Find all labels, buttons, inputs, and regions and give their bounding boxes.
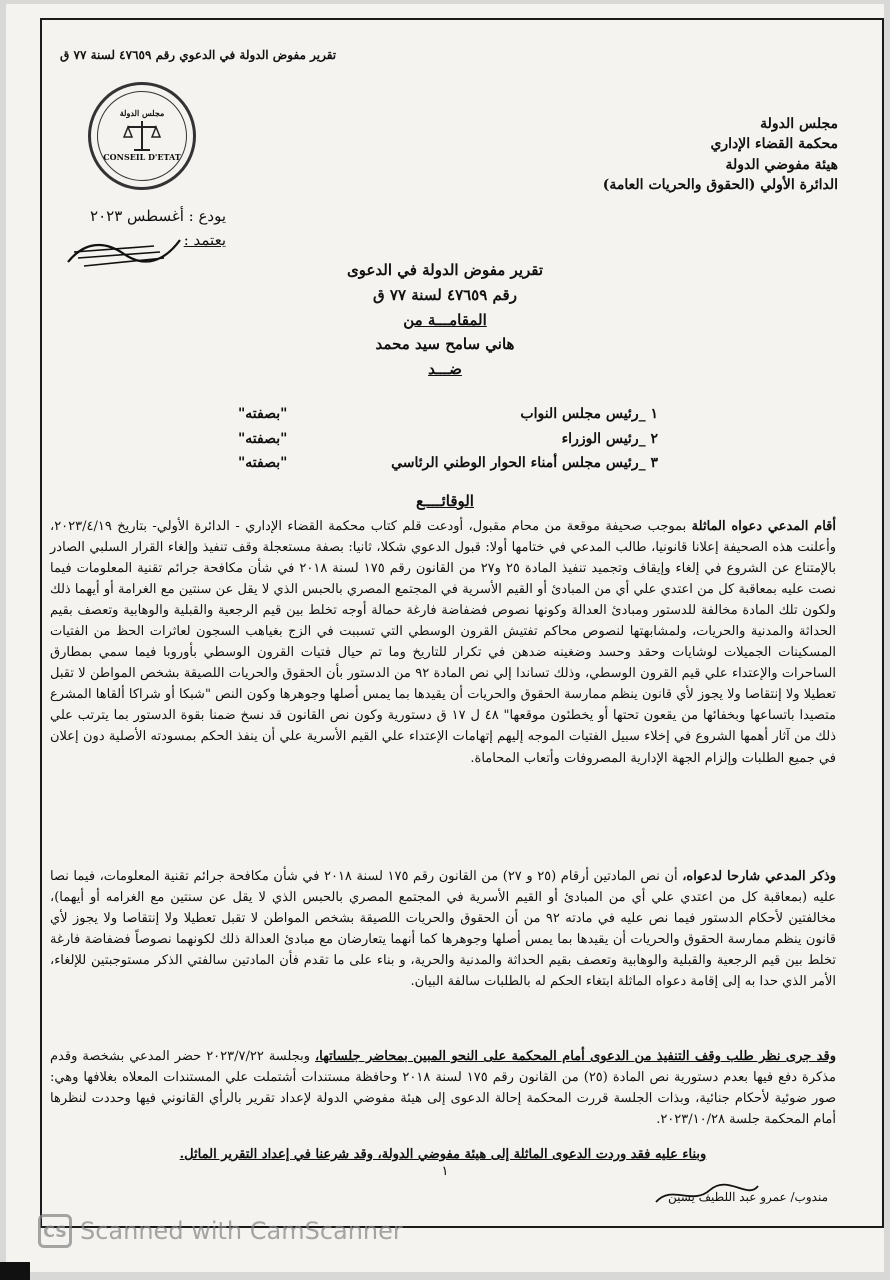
court-line-4: الدائرة الأولي (الحقوق والحريات العامة)	[602, 176, 838, 193]
defendant-capacity: "بصفته"	[238, 455, 288, 471]
scales-of-justice-icon	[122, 119, 162, 153]
paragraph-1-text: بموجب صحيفة موقعة من محام مقبول، أودعت قلم كتاب محكمة القضاء الإداري - الدائرة الأولي- بتاريخ ٢٠٢٣/٤/١٩، وأعلنت هذه الصحيفة إعلانا قانونيا، طالب المدعي في ختامها أولا: قبول الدعوي شكلا، ثانيا: بصفة مستعجلة وقف تنفيذ وإلغاء القرار السلبي الصادر بالإمتناع عن الشروع في إلغاء وإيقاف وتجميد تنفيذ المادة ٢٥ و٢٧ من القانون رقم ١٧٥ لسنة ٢٠١٨ في شأن مكافحة جرائم تقنية المعلومات فيما نصت عليه بمعاقبة كل من اعتدي علي أي من المبادئ أو القيم الأسرية في المجتمع المصري بالحبس الذي لا يقل عن سنتين مع الغرامة أو أيهما ذلك ولكون تلك المادة مخالفة للدستور ومبادئ العدالة وكونها نصوص فضفاضة فارغة حمالة أوجه تخلط بين قيم الرجعية والقبلية والوهابية وتعصف بقيم الحداثة والمدنية والحريات، ولمشابهتها لنصوص محاكم تفتيش القرون الوسطي التي تسببت في الزج بغياهب السجون لعاثرات الحظ من الفتيات المسكينات الجميلات لوشايات وحقد وحسد وضغينه ضدهن في تكرار للتاريخ وما تم حيال فتيات القرون الوسطي بأوروبا فيما سمي بمطارق الساحرات والإعتداء علي قيم القرون الوسطي، وذلك تساندا إلي نص المادة ٩٢ من الدستور بأن الحقوق والحريات اللصيقة بشخص المواطن لا تقبل تعطيلا ولا إنتقاصا ولا يجوز لأي قانون ينظم ممارسة الحقوق والحريات أن يقيدها بما يمس أصلها وجوهرها وكون النص "شبكا أو شراكا ألقاها المشرع متصيدا باتساعها وبخفائها من يقعون تحتها أو يخطئون موقعها" ٤٨ ل ١٧ ق دستورية وكون نص القانون قد نسخ ضمنا بقوة الدستور بما يترتب علي ذلك من آثار أهمها الشروع في إخلاء سبيل الفتيات الموجه إليهم إتهامات الإعتداء علي القيم الأسرية علي أن ينفذ الحكم بمسودته الأصلية دون إعلان في جميع الطلبات وإلزام الجهة الإدارية المصروفات وأتعاب المحاماة.	[50, 519, 837, 766]
court-line-3: هيئة مفوضي الدولة	[725, 156, 838, 173]
defendant-capacity: "بصفته"	[238, 406, 288, 422]
title-line-2: رقم ٤٧٦٥٩ لسنة ٧٧ ق	[373, 285, 517, 304]
filed-by-label: المقامـــة من	[403, 310, 487, 329]
facts-paragraph-2	[50, 866, 836, 992]
watermark-text: Scanned with CamScanner	[80, 1217, 403, 1245]
defendant-row	[238, 402, 658, 427]
court-line-2: محكمة القضاء الإداري	[710, 136, 838, 153]
camscanner-watermark	[38, 1212, 468, 1250]
court-header	[538, 114, 838, 195]
defendant-name: ٣ _رئيس مجلس أمناء الحوار الوطني الرئاسي	[391, 455, 658, 471]
page-number: ١	[441, 1164, 449, 1179]
facts-heading: الوقائــــع	[416, 492, 474, 510]
court-line-1: مجلس الدولة	[760, 116, 838, 132]
header-reference: تقرير مفوض الدولة في الدعوي رقم ٤٧٦٥٩ لسنة ٧٧ ق	[60, 48, 337, 62]
paragraph-1-lead: أقام المدعي دعواه الماثلة	[691, 519, 837, 534]
paragraph-2-text: أن نص المادتين أرقام (٢٥ و ٢٧) من القانون رقم ١٧٥ لسنة ٢٠١٨ في شأن مكافحة جرائم تقنية المعلومات، فيما نصا عليه (بمعاقبة كل من اعتدي علي أي من المبادئ أو القيم الأسرية في المجتمع المصري بالحبس الذي لا يقل عن سنتين مع الغرامه أو أيهما)، مخالفتين لأحكام الدستور فيما نص عليه في مادته ٩٢ من أن الحقوق والحريات اللصيقة بشخص المواطن لا تقبل تعطيلا ولا إنتقاصا ولا يجوز لأي قانون ينظم ممارسة الحقوق والحريات أن يقيدها بما يمس أصلها وجوهرها كما أنهما يتعارضان مع مبادئ العدالة ذلك لكونهما نصوصاً فضفاضة فارغة تخلط بين قيم الرجعية والقبلية والوهابية وتعصف بقيم الحداثة والمدنية والحرية، و بناء على ما تقدم فأن المادتين سالفتي الذكر مستوجبتين للإلغاء، الأمر الذي حدا به إلى إقامة دعواه الماثلة ابتغاء الحكم له بالطلبات سالفة البيان.	[50, 869, 836, 990]
defendant-capacity: "بصفته"	[238, 430, 288, 447]
defendant-name: ١ _رئيس مجلس النواب	[520, 406, 658, 422]
seal-top-text: مجلس الدولة	[119, 108, 165, 119]
deposit-date: يودع : أغسطس ٢٠٢٣	[90, 207, 226, 225]
paragraph-3-lead: وقد جرى نظر طلب وقف التنفيذ من الدعوى أمام المحكمة على النحو المبين بمحاضر جلساتها،	[314, 1049, 836, 1064]
facts-paragraph-1	[50, 516, 836, 769]
state-council-seal	[88, 82, 196, 190]
defendants-list	[238, 402, 658, 476]
footer-signature-label: مندوب/ عمرو عبد اللطيف يسين	[668, 1190, 828, 1204]
against-label: ضـــد	[428, 360, 462, 378]
seal-bottom-text: CONSEIL D'ETAT	[103, 152, 181, 162]
footer-signature-scribble	[652, 1180, 762, 1210]
facts-paragraph-4: وبناء عليه فقد وردت الدعوى الماثلة إلى هيئة مفوضي الدولة، وقد شرعنا في إعداد التقرير الماثل.	[179, 1147, 707, 1162]
scan-corner-mark	[0, 1262, 30, 1280]
camscanner-logo-icon: CS	[38, 1214, 72, 1248]
report-title	[0, 258, 890, 382]
facts-paragraph-3	[50, 1046, 836, 1130]
plaintiff-name: هاني سامح سيد محمد	[375, 335, 515, 354]
defendant-name: ٢ _رئيس الوزراء	[561, 430, 658, 447]
title-line-1: تقرير مفوض الدولة في الدعوى	[346, 261, 544, 279]
paragraph-2-lead: وذكر المدعي شارحا لدعواه،	[682, 869, 837, 884]
defendant-row	[238, 451, 658, 476]
paragraph-3-text: وبجلسة ٢٠٢٣/٧/٢٢ حضر المدعي بشخصة وقدم مذكرة دفع فيها بعدم دستورية نص المادة (٢٥) من القانون رقم ١٧٥ لسنة ٢٠١٨ وحافظة مستندات أشتملت علي المستندات المعلاه بغلافها وهي: صور ضوئية لأحكام جنائية، وبذات الجلسة قررت المحكمة إحالة الدعوى إلى هيئة مفوضي الدولة لإعداد تقرير بالرأي القانوني فيها وحددت لنظرها أمام المحكمة جلسة ٢٠٢٣/١٠/٢٨.	[50, 1049, 836, 1128]
approved-label: يعتمد :	[183, 231, 226, 249]
defendant-row	[238, 427, 658, 452]
